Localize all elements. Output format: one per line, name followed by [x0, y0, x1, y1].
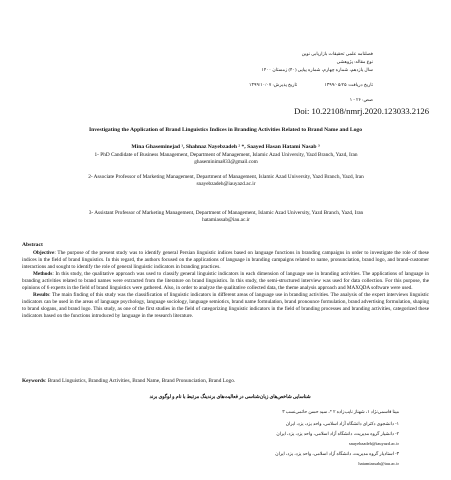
- volume-line: سال یازدهم، شماره چهارم، شماره پیاپی (۴۰) زمستان ۱۴۰۰: [261, 67, 373, 72]
- persian-affiliation-2: ۲- دانشیار گروه مدیریت، دانشگاه آزاد اسلامی، واحد یزد، یزد، ایران: [276, 431, 399, 436]
- persian-authors: مینا قاسمی‌نژاد ۱، شهناز نایب‌زاده ۲ *، سید حسن حاتمی‌نسب ۳: [282, 409, 399, 414]
- affiliation-text: 3- Assistant Professor of Marketing Management, Department of Management, Islamic Azad University, Yazd Branch, Yazd, Iran: [88, 210, 364, 216]
- persian-email-2[interactable]: snayebzadeh@iauyazd.ac.ir: [348, 441, 399, 446]
- results-label: Results: [33, 292, 50, 299]
- affiliation-1: [28, 152, 424, 166]
- abstract-body: [22, 250, 429, 320]
- affiliation-email[interactable]: hatamiassab@iau.ac.ir: [202, 217, 250, 224]
- results-text: : The main finding of this study was the classification of linguistic indicators in different areas of language use in branding activities. The analysis of the expert interviews linguistic indicators can be used in the areas of language psychology, language sociology, language semiotics, brand name formulation, brand pronounce formulation, brand advertising formulation, shaping to brand slogans, and brand logo. This study, as one of the first studies in the field of categorizing linguistic indicators in the field of branding processes and branding activities, categorized these indicators based on the functions introduced by language in the research literature.: [22, 292, 429, 320]
- page-range: صص: ۲۶ - ۱: [349, 97, 373, 102]
- methods-text: : In this study, the qualitative approach was used to classify general linguistic indicators in each dimension of language use in branding activities. The applications of language in branding activities related to brand names were extracted from the literature on brand linguistics. In this study, the semi-structured interview was used for data collection. For this purpose, the opinions of 6 experts in the field of brand linguistics were gathered. Also, in order to analyze the qualitative collected data, the theme analysis approach and MAXQDA software were used.: [22, 271, 429, 292]
- accepted-date: تاریخ پذیرش: ۱۳۹۹/۱۰/۰۷: [249, 82, 298, 87]
- keywords: [22, 378, 429, 384]
- objective-text: : The purpose of the present study was to identify general Persian linguistic indices based on language functions in branding campaigns in order to investigate the role of these indices in the field of brand linguistics. In this regard, the authors focused on the applications of language in branding campaigns related to name, pronunciation, brand logo, and brand-customer interactions and sought to identify the role of general linguistic indicators in branding practices.: [22, 250, 429, 271]
- keywords-text: : Brand Linguistics, Branding Activities, Brand Name, Brand Pronunciation, Brand Logo.: [44, 378, 236, 384]
- doi[interactable]: Doi: 10.22108/nmrj.2020.123033.2126: [294, 106, 429, 116]
- objective-label: Objective: [33, 250, 55, 256]
- author-list: Mina Ghaseminejad ¹, Shahnaz Nayebzadeh ² *, Saayed Hasan Hatami Nasab ³: [131, 144, 320, 150]
- persian-affiliation-3: ۳- استادیار گروه مدیریت، دانشگاه آزاد اسلامی، واحد یزد، یزد، ایران: [275, 451, 399, 456]
- affiliation-text: 2- Associate Professor of Marketing Management, Department of Management, Islamic Azad University, Yazd Branch, Yazd, Iran: [88, 174, 364, 180]
- dates-line: [73, 81, 373, 88]
- keywords-label: Keywords: [22, 378, 45, 384]
- methods-label: Methods: [33, 271, 53, 278]
- paper-title: Investigating the Application of Brand Linguistics Indices in Branding Activities Related to Brand Name and Logo: [88, 127, 363, 133]
- abstract-methods: [22, 271, 429, 292]
- affiliation-email[interactable]: snayebzadeh@iauyazd.ac.ir: [196, 181, 256, 188]
- affiliation-text: 1- PhD Candidate of Business Management, Department of Management, Islamic Azad University, Yazd Branch, Yazd, Iran: [94, 152, 358, 158]
- persian-affiliation-1: ۱- دانشجوی دکترای دانشگاه آزاد اسلامی، واحد یزد، یزد، ایران: [285, 421, 399, 426]
- persian-title: شناسایی شاخص‌های زبان‌شناسی در فعالیت‌های برندینگ مرتبط با نام و لوگوی برند: [149, 395, 311, 400]
- abstract-heading: Abstract: [22, 242, 43, 248]
- received-date: تاریخ دریافت: ۱۳۹۹/۰۵/۲۵: [324, 82, 373, 87]
- persian-email-3[interactable]: hatamiassab@iau.ac.ir: [358, 461, 399, 466]
- affiliation-3: [28, 210, 424, 224]
- abstract-results: [22, 292, 429, 320]
- journal-name: فصلنامه علمی تحقیقات بازاریابی نوین: [301, 51, 373, 56]
- affiliation-2: [28, 174, 424, 188]
- abstract-objective: [22, 250, 429, 271]
- affiliation-email[interactable]: ghaseminima833@gmail.com: [194, 159, 258, 166]
- article-type: نوع مقاله: پژوهشی: [336, 59, 373, 64]
